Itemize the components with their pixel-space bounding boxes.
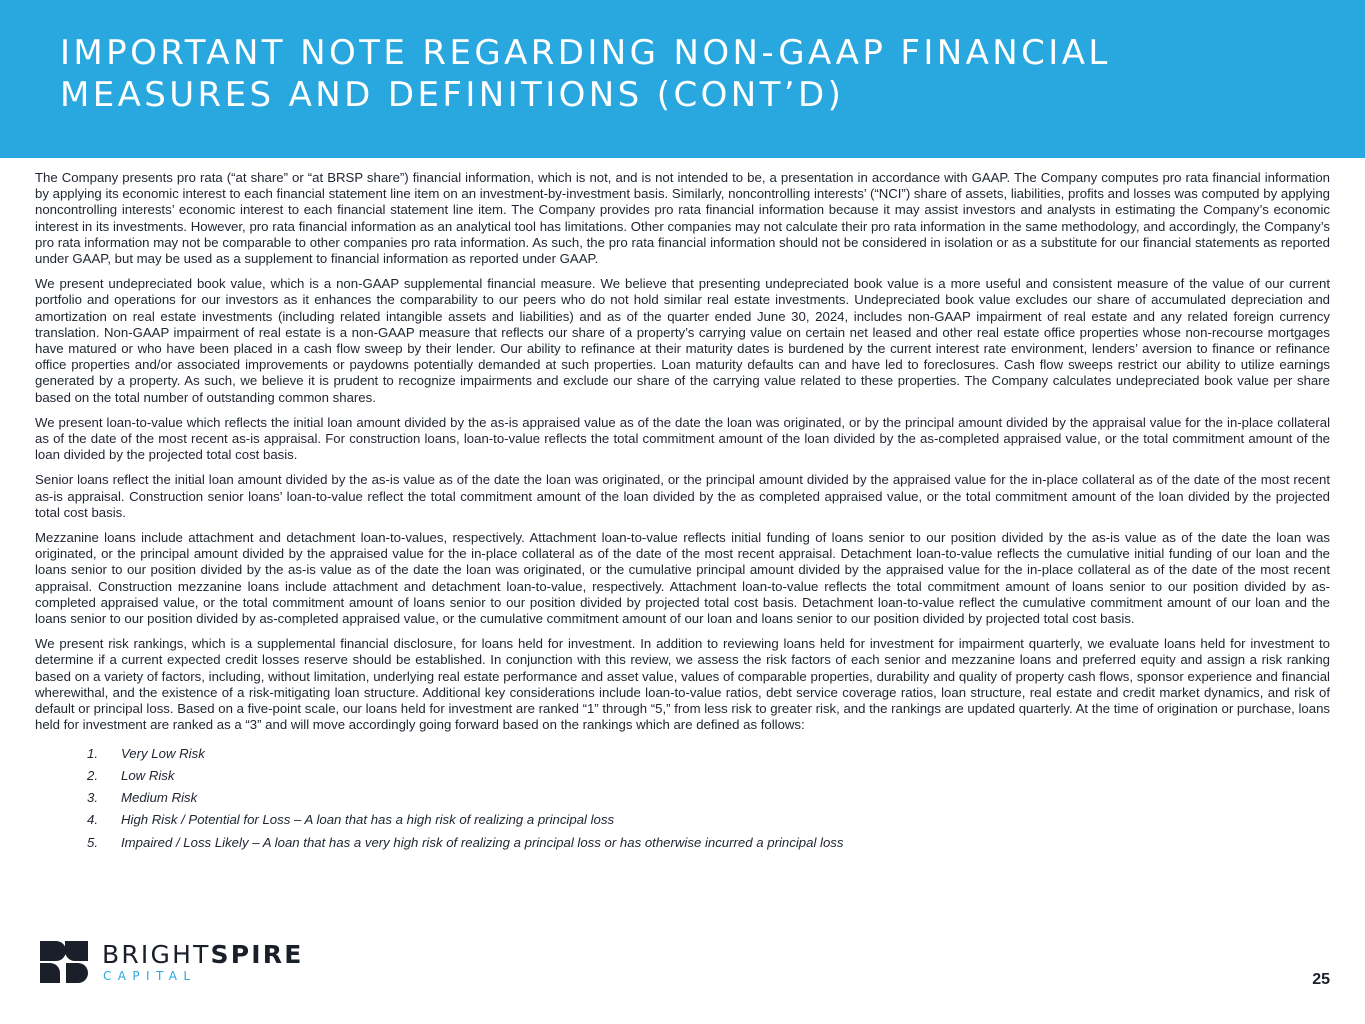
- list-item-number: 2.: [87, 767, 98, 783]
- list-item: [35, 765, 1330, 787]
- brightspire-logo: [40, 941, 310, 985]
- logo-wordmark: [102, 941, 304, 969]
- main-content: [35, 170, 1330, 854]
- paragraph-risk-rankings: We present risk rankings, which is a supplemental financial disclosure, for loans held for investment. In addition to reviewing loans held for investment for impairment quarterly, we evaluate loans held for investment to determine if a current expected credit losses reserve should be established. In conjunction with this review, we assess the risk factors of each senior and mezzanine loans and preferred equity and assign a risk ranking based on a variety of factors, including, without limitation, underlying real estate performance and asset value, values of comparable properties, durability and quality of property cash flows, sponsor experience and financial wherewithal, and the existence of a risk-mitigating loan structure. Additional key considerations include loan-to-value ratios, debt service coverage ratios, loan structure, real estate and credit market dynamics, and risk of default or principal loss. Based on a five-point scale, our loans held for investment are ranked “1” through “5,” from less risk to greater risk, and the rankings are updated quarterly. At the time of origination or purchase, loans held for investment are ranked as a “3” and will move accordingly going forward based on the rankings which are defined as follows:: [35, 636, 1331, 733]
- brightspire-logo-icon: [40, 941, 88, 983]
- paragraph-mezzanine-loans: Mezzanine loans include attachment and detachment loan-to-values, respectively. Attachment loan-to-value reflects initial funding of loans senior to our position divided by the as-is value as of the date the loan was originated, or the principal amount divided by the appraised value for the in-place collateral as of the date of the most recent appraisal. Detachment loan-to-value reflects the cumulative initial funding of our loan and the loans senior to our position divided by the as-is value as of the date the loan was originated, or the cumulative principal amount divided by the appraised value for the in-place collateral as of the date of the most recent appraisal. Construction mezzanine loans include attachment and detachment loan-to-value, respectively. Attachment loan-to-value reflects the total commitment amount of loans senior to our position divided by as-completed appraised value, or the total commitment amount of loans senior to our position divided by projected total cost basis. Detachment loan-to-value reflect the cumulative commitment amount of our loan and the loans senior to our position divided by as-completed appraised value, or the cumulative commitment amount of our loan and loans senior to our position divided by projected total cost basis.: [35, 530, 1330, 627]
- list-item-number: 5.: [87, 834, 98, 850]
- list-item-label: Very Low Risk: [121, 745, 205, 761]
- list-item-label: Impaired / Loss Likely – A loan that has a very high risk of realizing a principal loss or has otherwise incurred a principal loss: [121, 834, 844, 850]
- list-item-number: 1.: [87, 745, 98, 761]
- paragraph-pro-rata: The Company presents pro rata (“at share” or “at BRSP share”) financial information, which is not, and is not intended to be, a presentation in accordance with GAAP. The Company computes pro rata financial information by applying its economic interest to each financial statement line item on an investment-by-investment basis. Similarly, noncontrolling interests’ (“NCI”) share of assets, liabilities, profits and losses was computed by applying noncontrolling interests’ economic interest to each financial statement line item. The Company provides pro rata financial information because it may assist investors and analysts in estimating the Company’s economic interest in its investments. However, pro rata financial information as an analytical tool has limitations. Other companies may not calculate their pro rata information in the same methodology, and accordingly, the Company’s pro rata information may not be comparable to other companies pro rata information. As such, the pro rata financial information should not be considered in isolation or as a substitute for our financial statements as reported under GAAP, but may be used as a supplement to financial information as reported under GAAP.: [35, 170, 1330, 267]
- list-item-number: 3.: [87, 790, 98, 806]
- paragraph-loan-to-value: We present loan-to-value which reflects the initial loan amount divided by the as-is appraised value as of the date the loan was originated, or by the principal amount divided by the appraisal value for the in-place collateral as of the date of the most recent as-is appraisal. For construction loans, loan-to-value reflects the total commitment amount of the loan divided by the as-completed appraised value, or the total commitment amount of the loan divided by the projected total cost basis.: [35, 414, 1330, 463]
- logo-word-bold: SPIRE: [210, 940, 304, 969]
- page-number: 25: [1312, 971, 1330, 988]
- header-banner: [0, 0, 1365, 158]
- page-title: IMPORTANT NOTE REGARDING NON-GAAP FINANCIAL MEASURES AND DEFINITIONS (CONT’D): [60, 33, 1111, 115]
- paragraph-senior-loans: Senior loans reflect the initial loan amount divided by the as-is value as of the date the loan was originated, or the principal amount divided by the appraised value for the in-place collateral as of the date of the most recent as-is appraisal. Construction senior loans’ loan-to-value reflect the total commitment amount of the loan divided by the as completed appraised value, or the total commitment amount of the loan divided by the projected total cost basis.: [35, 472, 1330, 520]
- list-item-label: High Risk / Potential for Loss – A loan that has a high risk of realizing a principal loss: [121, 812, 615, 828]
- risk-ranking-list: [35, 743, 1330, 854]
- list-item: [35, 787, 1330, 809]
- list-item-label: Medium Risk: [121, 790, 198, 806]
- list-item-number: 4.: [87, 812, 98, 828]
- list-item: [35, 809, 1330, 831]
- logo-subtitle: CAPITAL: [103, 969, 197, 983]
- logo-word-light: BRIGHT: [102, 940, 211, 969]
- list-item: [35, 743, 1330, 765]
- paragraph-undepreciated-book-value: We present undepreciated book value, which is a non-GAAP supplemental financial measure. We believe that presenting undepreciated book value is a more useful and consistent measure of the value of our current portfolio and operations for our investors as it enhances the comparability to our peers who do not hold similar real estate investments. Undepreciated book value excludes our share of accumulated depreciation and amortization on real estate investments (including related intangible assets and liabilities) and as of the quarter ended June 30, 2024, includes non-GAAP impairment of real estate and any related foreign currency translation. Non-GAAP impairment of real estate is a non-GAAP measure that reflects our share of a property’s carrying value on certain net leased and other real estate office properties whose non-recourse mortgages have matured or who have been placed in a cash flow sweep by their lender. Our ability to refinance at their maturity dates is burdened by the current interest rate environment, lenders’ aversion to finance or refinance office properties and/or associated improvements or paydowns potentially demanded at such properties. Loan maturity defaults can and have led to foreclosures. Cash flow sweeps restrict our ability to utilize earnings generated by a property. As such, we believe it is prudent to recognize impairments and exclude our share of the carrying value related to these properties. The Company calculates undepreciated book value per share based on the total number of outstanding common shares.: [35, 276, 1330, 405]
- list-item: [35, 832, 1330, 854]
- list-item-label: Low Risk: [121, 767, 175, 783]
